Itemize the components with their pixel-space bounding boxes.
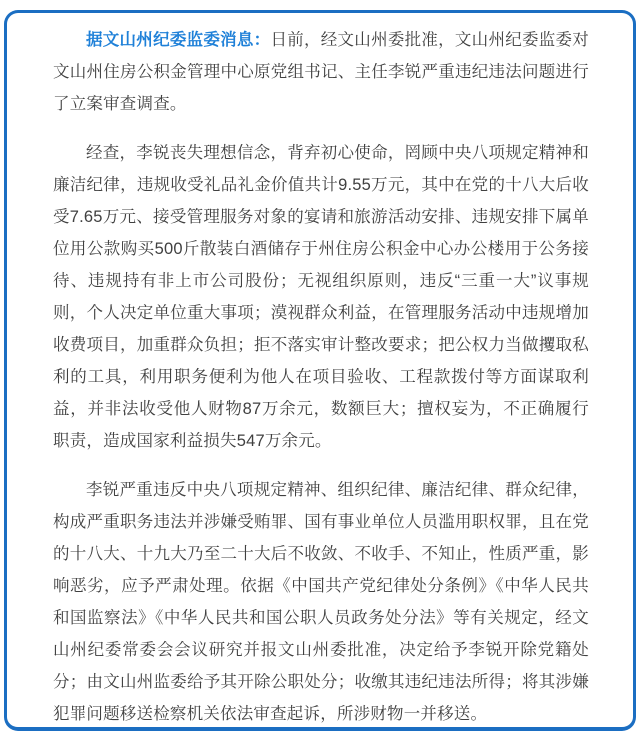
paragraph-decision: 李锐严重违反中央八项规定精神、组织纪律、廉洁纪律、群众纪律，构成严重职务违法并涉嫌受贿罪、国有事业单位人员滥用职权罪，且在党的十八大、十九大乃至二十大后不收敛、不收手、不知止，性质严重，影响恶劣，应予严肃处理。依据《中国共产党纪律处分条例》《中华人民共和国监察法》《中华人民共和国公职人员政务处分法》等有关规定，经文山州纪委常委会会议研究并报文山州委批准，决定给予李锐开除党籍处分；由文山州监委给予其开除公职处分；收缴其违纪违法所得；将其涉嫌犯罪问题移送检察机关依法审查起诉，所涉财物一并移送。 xyxy=(53,481,589,723)
paragraph-intro xyxy=(53,24,589,120)
article-card xyxy=(4,10,636,731)
paragraph-findings: 经查，李锐丧失理想信念，背弃初心使命，罔顾中央八项规定精神和廉洁纪律，违规收受礼品礼金价值共计9.55万元，其中在党的十八大后收受7.65万元、接受管理服务对象的宴请和旅游活动安排、违规安排下属单位用公款购买500斤散装白酒储存于州住房公积金中心办公楼用于公务接待、违规持有非上市公司股份；无视组织原则，违反“三重一大”议事规则，个人决定单位重大事项；漠视群众利益，在管理服务活动中违规增加收费项目，加重群众负担；拒不落实审计整改要求；把公权力当做攫取私利的工具，利用职务便利为他人在项目验收、工程款拨付等方面谋取利益，并非法收受他人财物87万余元，数额巨大；擅权妄为，不正确履行职责，造成国家利益损失547万余元。 xyxy=(53,144,589,450)
article-body xyxy=(7,13,633,730)
lead-in-source: 据文山州纪委监委消息： xyxy=(86,31,271,49)
paragraph-intro-text: 日前，经文山州委批准，文山州纪委监委对文山州住房公积金管理中心原党组书记、主任李锐严重违纪违法问题进行了立案审查调查。 xyxy=(53,31,589,113)
